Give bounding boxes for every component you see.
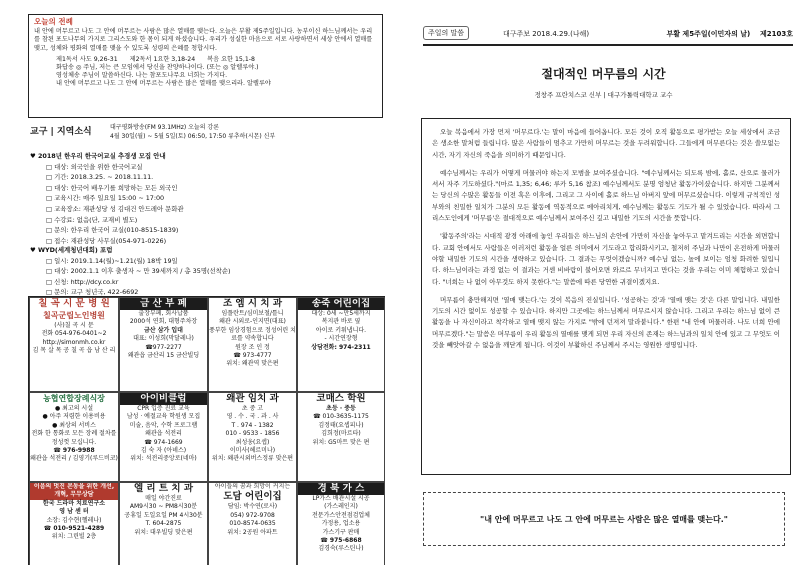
ad-line: ☎977-2277 (145, 343, 182, 351)
ad-line: 왜관읍 금산리 15 금산빌딩 (127, 352, 200, 360)
ad-line: 왜관읍 석전리 / 김영기(루드비코) (30, 455, 118, 463)
ad-title: 경 북 가 스 (298, 483, 384, 495)
ad-line: ● 아주 저렴한 이용비용 (42, 413, 106, 421)
ad-line: 위치: 2공원 아파트 (227, 528, 278, 536)
radio-schedule: 4월 30일(월) ~ 5월 5일(토) 06:50, 17:50 류추하(시몬) 신부 (110, 133, 276, 140)
ad-kindergarten-1 (297, 297, 385, 392)
ad-line: 위치: 왜관역 맞은편 (226, 360, 279, 368)
wyd-notice (30, 245, 231, 298)
ad-line: AM9시30 ~ PM8시30분 (129, 503, 198, 511)
notice-item: □ 대상: 2002.1.1 이후 출생자 ~ 만 39세까지 / 총 35명(선착순) (46, 267, 231, 276)
ad-ivy-club (119, 392, 208, 482)
ad-title: 이음의 멋진 본동을 위한 개선, 개혁, 무무상담 (30, 483, 118, 500)
news-subheading (110, 123, 275, 141)
ad-line: 김경숙(루스틴나) (318, 545, 364, 553)
notice-item: □ 대상: 외국인을 위한 한국어교실 (46, 162, 143, 171)
ad-line: 영 남 센 터 (59, 508, 89, 516)
ad-title-2: 칠곡군립노인병원 (43, 311, 105, 320)
ad-line: 담임: 박수연(로사) (227, 503, 278, 511)
ad-line: ☎ 976-9988 (53, 447, 95, 455)
ad-funeral (29, 392, 119, 482)
quote-box (423, 492, 785, 546)
ad-line: 원장 조 인 정 (235, 343, 270, 351)
ad-academy-1 (208, 392, 297, 482)
today-liturgy-box (28, 14, 383, 118)
ad-line: 초 중 고 (241, 405, 264, 412)
ad-title: 왜관 임치 과 (226, 393, 279, 404)
ad-line: T . 974 - 1382 (231, 421, 274, 429)
ad-line: 영 . 수 . 국 . 과 . 사 (226, 413, 279, 421)
communion-antiphon: 영성체송 주님이 말씀하신다. 나는 참포도나무요 너희는 가지다. (56, 72, 228, 80)
ad-line: 위치: 그린빌 2층 (51, 533, 97, 541)
ad-line: 전화 한 통화로 모든 장례 절차를 정성껏 모십니다. (31, 430, 117, 446)
ad-line: 출장부페, 회사납품 (138, 310, 189, 317)
article-body (421, 118, 791, 475)
ad-line: ● 최상의 서비스 (52, 421, 96, 429)
news-heading: 교구 | 지역소식 (30, 127, 92, 137)
ad-line: 대상: 0세 ~만5세까지 (311, 310, 371, 317)
article-paragraph: 오늘 복음에서 가장 먼저 '머무르다.'는 말이 마음에 들어옵니다. 모든 것이 오직 활동으로 평가받는 오늘 세상에서 조금은 생소한 말처럼 들립니다. 많은 사람들이 멈추고 가만히 머무르는 것을 두려워합니다. 그들에게 머무른다는 것은 쓸모없는 시간, 자기 자신의 죽음을 의미하기 때문입니다. (432, 128, 780, 159)
ad-line: 위치: 왜관시외버스정류 맞은편 (211, 455, 294, 463)
ad-dental-1 (208, 297, 297, 392)
ad-line: CPR 입증 진료 교육 (137, 405, 190, 412)
responsorial-psalm: 화답송 ◎ 주님, 저는 큰 모임에서 당신을 찬양하나이다. (또는 ◎ 알렐루야.) (56, 64, 259, 72)
ad-title: 송죽 어린이집 (298, 298, 384, 310)
ad-line: 복지관 바로 옆 (321, 318, 361, 326)
sunday-name: 부활 제5주일(이민자의 날) (666, 30, 751, 38)
notice-item: □ 접수: 재관성당 사무실(054-971-0226) (46, 236, 167, 245)
notice-item: □ 수강료: 없음(단, 교재비 별도) (46, 215, 138, 224)
ad-line: 매일 야간진료 (145, 495, 182, 502)
today-liturgy-title: 오늘의 전례 (34, 17, 73, 26)
ad-line: 위치: 석전리중앙로(네마) (130, 455, 197, 463)
ad-line: 최성웅(요셉) (235, 438, 270, 446)
ad-line: http://simonmh.co.kr (42, 338, 106, 346)
ad-title: 칠 곡 시 문 병 원 (38, 298, 110, 309)
ad-hospital (29, 297, 119, 392)
ad-line: 임플란트/심미보철/틀니 (221, 310, 284, 317)
ad-line: 가스기구 판매 (322, 528, 360, 536)
readings-line (34, 56, 377, 64)
wyd-heading: ♥ WYD(세계청년대회) 포럼 (30, 246, 113, 254)
radio-line: 대구평화방송(FM 93.1MHz) 오늘의 강론 (110, 124, 219, 131)
ad-title: 코매스 학원 (316, 393, 366, 404)
ad-line: 소장: 김수현(헬레나) (46, 516, 102, 524)
notice-item: □ 교육시간: 매주 일요일 15:00 ~ 17:00 (46, 194, 165, 203)
ad-title: 엘 리 트 치 과 (133, 483, 194, 494)
ad-line: 김희정(마르타) (321, 430, 361, 438)
closing-verse: 내 안에 머무르고 나도 그 안에 머무르는 사람은 많은 열매를 맺으리라. 알렐루야 (56, 80, 271, 88)
ad-line: 김 목 살 목 공 칠 곡 읍 남 산 리 (32, 347, 116, 355)
ad-line: ☎ 010-3635-1175 (313, 413, 369, 421)
ad-line: 김정태(요셉피나) (318, 421, 364, 429)
article-paragraph: '활동주의'라는 시대적 광경 아래에 놓인 우리들은 하느님의 손안에 가만히 자신을 놓아두고 맡겨드리는 시간을 외면합니다. 교회 안에서도 사람들은 이러저런 활동을 얼른 의미에서 기도라고 합리화시키고, 철저히 주님과 나만이 온전하게 머물러야할 내밀한 기도의 시간을 생략하고 있습니다. 그 결과는 무엇이겠습니까? 예수님 없는, 높에 보이는 엄청 화려한 일입니다. 하느님이라는 과정 없는 이 결과는 거센 비바람이 불어오면 와르르 무너지고 만다는 것을 우리는 이미 체험하고 있습니다. "너희는 나 없이 아무것도 하지 못한다."는 말씀에 따른 당연한 귀결이겠지요. (432, 232, 780, 286)
ad-title: 도담 어린이집 (223, 491, 282, 503)
ad-kindergarten-2 (208, 482, 297, 565)
right-page (407, 0, 800, 565)
ad-gas (297, 482, 385, 565)
ad-line: ☎ 010-9521-4289 (43, 525, 105, 533)
ad-line: 한국 드라마 치료연구소 (42, 499, 106, 507)
ad-drama-therapy (29, 482, 119, 565)
ad-title: 조 엠 시 치 과 (222, 298, 283, 309)
ad-line: LP가스 배관시설 시공 (312, 495, 370, 502)
ad-line: 초등 · 중등 (326, 405, 356, 412)
left-page (0, 0, 393, 565)
ad-line: T. 604-2875 (145, 520, 182, 528)
ad-line: 가정용, 업소용 (321, 520, 361, 528)
ad-line: ☎ 973-4777 (233, 352, 272, 360)
ad-dental-2 (119, 482, 208, 565)
reading-1: 제1독서 사도 9,26-31 (56, 55, 118, 63)
ad-line: 전화 054-976-0401~2 (41, 330, 107, 338)
ad-buffet (119, 297, 208, 392)
ad-line: 왜관읍 석전리 (145, 430, 182, 438)
ad-line: 상담전화: 974-2311 (311, 343, 371, 351)
ad-line: 위치: G5마트 맞은 편 (312, 438, 370, 446)
ad-line: 대표: 이성희(막달레나) (133, 335, 194, 343)
ad-line: ☎ 974-1669 (144, 438, 183, 446)
ad-line: (사)칠 곡 시 문 (54, 322, 94, 329)
notice-item: □ 일시: 2019.1.14(월)~1.21(월) 18박 19일 (46, 256, 178, 265)
notice-item: □ 대상: 한국어 배우기를 희망하는 모든 외국인 (46, 183, 178, 192)
ad-line: 이미사(헤르미나) (229, 447, 276, 455)
ad-line: 위치: 대우빌딩 맞은편 (134, 528, 193, 536)
article-paragraph: 예수님께서는 우리가 어떻게 머물러야 하는지 모범을 보여주셨습니다. "예수님께서는 되도록 밤에, 홀로, 산으로 물러가셔서 자주 기도하셨다."(마르 1,35; 6,46; 루카 5,16 참조) 예수님께서도 분명 엄청난 활동가이셨습니다. 하지만 그분께서는 당신의 수많은 활동들 이전 혹은 이후에, 그리고 그 사이에 홀로 하느님 아버지 앞에 머무르셨습니다. 이렇게 규칙적인 성부와의 친밀한 일치가 그분의 모든 활동에 역동적으로 메아리치게, 예수님께는 활동도 기도가 될 수 있었습니다. 따라서 그리스도인에게 '머무름'은 절대적으로 예수님께서 보여주신 깊고 내밀한 기도의 시간을 뜻합니다. (432, 168, 780, 223)
korean-class-heading: ♥ 2018년 한우리 한국어교실 추경생 모집 안내 (30, 152, 166, 160)
ad-line: 054) 972-9708 (230, 511, 275, 519)
ad-line: 아이로 키워냅니다. (315, 326, 367, 334)
ad-line: 010 - 9533 - 1856 (225, 430, 280, 438)
ad-line: 전문가스안전점검업체 (312, 511, 370, 519)
article-byline: 정창주 프란치스코 신부 | 대구가톨릭대학교 교수 (534, 91, 673, 99)
ad-line: 2000석 연회, 대형주차장 (129, 318, 198, 326)
ad-line: - 시간연장형 (324, 335, 358, 343)
ad-line: 아이들의 꿈과 희망이 커지는 (214, 483, 291, 490)
bulletin-date: 대구주보 2018.4.29.(나해) (503, 30, 590, 38)
ad-line: (가스레인지) (324, 503, 358, 511)
ad-line: 김 숙 자 (아녜스) (140, 447, 187, 455)
notice-item: □ 문의: 한우리 한국어 교실(010-8515-1839) (46, 226, 179, 235)
ad-line: ☎ 975-6868 (320, 537, 362, 545)
article-title: 절대적인 머무름의 시간 (541, 67, 666, 81)
notice-item: □ 교육장소: 재관성당 성 김대건 안드레아 문화관 (46, 204, 184, 213)
ad-line: 금산 삼가 입대 (144, 326, 183, 334)
page-gutter (393, 0, 407, 565)
reading-2: 제2독서 1요한 3,18-24 (129, 55, 196, 63)
quote-text: "내 안에 머무르고 나도 그 안에 머무르는 사람은 많은 열매를 맺는다." (480, 514, 728, 524)
ad-academy-2 (297, 392, 385, 482)
ad-line: 왜관 시외로-인지면(대표) (219, 318, 286, 326)
reading-gospel: 복음 요한 15,1-8 (207, 55, 255, 63)
ad-title: 아이비클럽 (120, 393, 207, 405)
column-tag: 주일의 말씀 (423, 26, 469, 40)
korean-class-notice (30, 151, 184, 246)
ad-line: 미술, 음악, 수학 프로그램 (129, 421, 198, 429)
ad-line: 남성 · 예절교육 학원생 모집 (126, 413, 201, 421)
issue-number: 제2103호 (759, 30, 793, 38)
article-paragraph: 머무름이 충만해지면 '열매 맺는다.'는 것이 복음의 진실입니다. '성공하는 것'과 '열매 맺는 것'은 다른 말입니다. 내밀한 기도의 시간 없이도 성공할 수 있습니다. 하지만 그곳에는 하느님께서 머무르시지 않습니다. 그리고 우리는 하느님 없이 큰 활동을 나 자신이라고 착각하고 열매 맺지 않는 가지로 "밖에 던져져 말라붙니다." 한편 "내 안에 머물러라. 나도 너희 안에 머무르겠다."는 말씀은 머무름이 우리 활동의 열매를 맺게 되면 우리 자신의 존재는 하느님과의 일치 안에 있고 그 무엇도 이것을 빼앗아갈 수 없음을 깨닫게 됩니다. 이것이 부활하신 주님께서 주시는 영원한 생명입니다. (432, 295, 780, 350)
bulletin-issue (666, 29, 793, 39)
ad-title: 금 산 부 페 (120, 298, 207, 310)
today-liturgy-intro: 내 안에 머무르고 나도 그 안에 머무르는 사람은 많은 열매를 맺는다. 오늘은 부활 제5주일입니다. 농부이신 하느님께서는 우리를 참된 포도나무의 가지로 그리스도와 한 몸이 되게 하셨습니다. 우리가 성실한 마음으로 서로 사랑하면서 세상 안에서 열매를 맺고, 성체와 평화의 열매를 맺을 수 있도록 성령의 은혜를 청합시다. (34, 28, 373, 52)
ad-line: ● 최고의 시설 (54, 405, 94, 412)
ad-line: 공휴일 도일요일 PM 4시30분 (124, 511, 203, 519)
ad-line: 010-8574-0635 (229, 520, 276, 528)
notice-item: □ 기간: 2018.3.25. ~ 2018.11.11. (46, 173, 154, 182)
ad-line: 풍부한 임상경험으로 정성어린 치료를 약속합니다 (209, 326, 296, 343)
notice-item: □ 신청: http://dcy.co.kr (46, 277, 119, 286)
ads-grid (28, 296, 385, 565)
bulletin-header (423, 26, 793, 46)
notice-item: □ 문의: 교구 청년국, 422-6692 (46, 288, 139, 297)
ad-title: 농협연합장례식장 (43, 394, 105, 403)
